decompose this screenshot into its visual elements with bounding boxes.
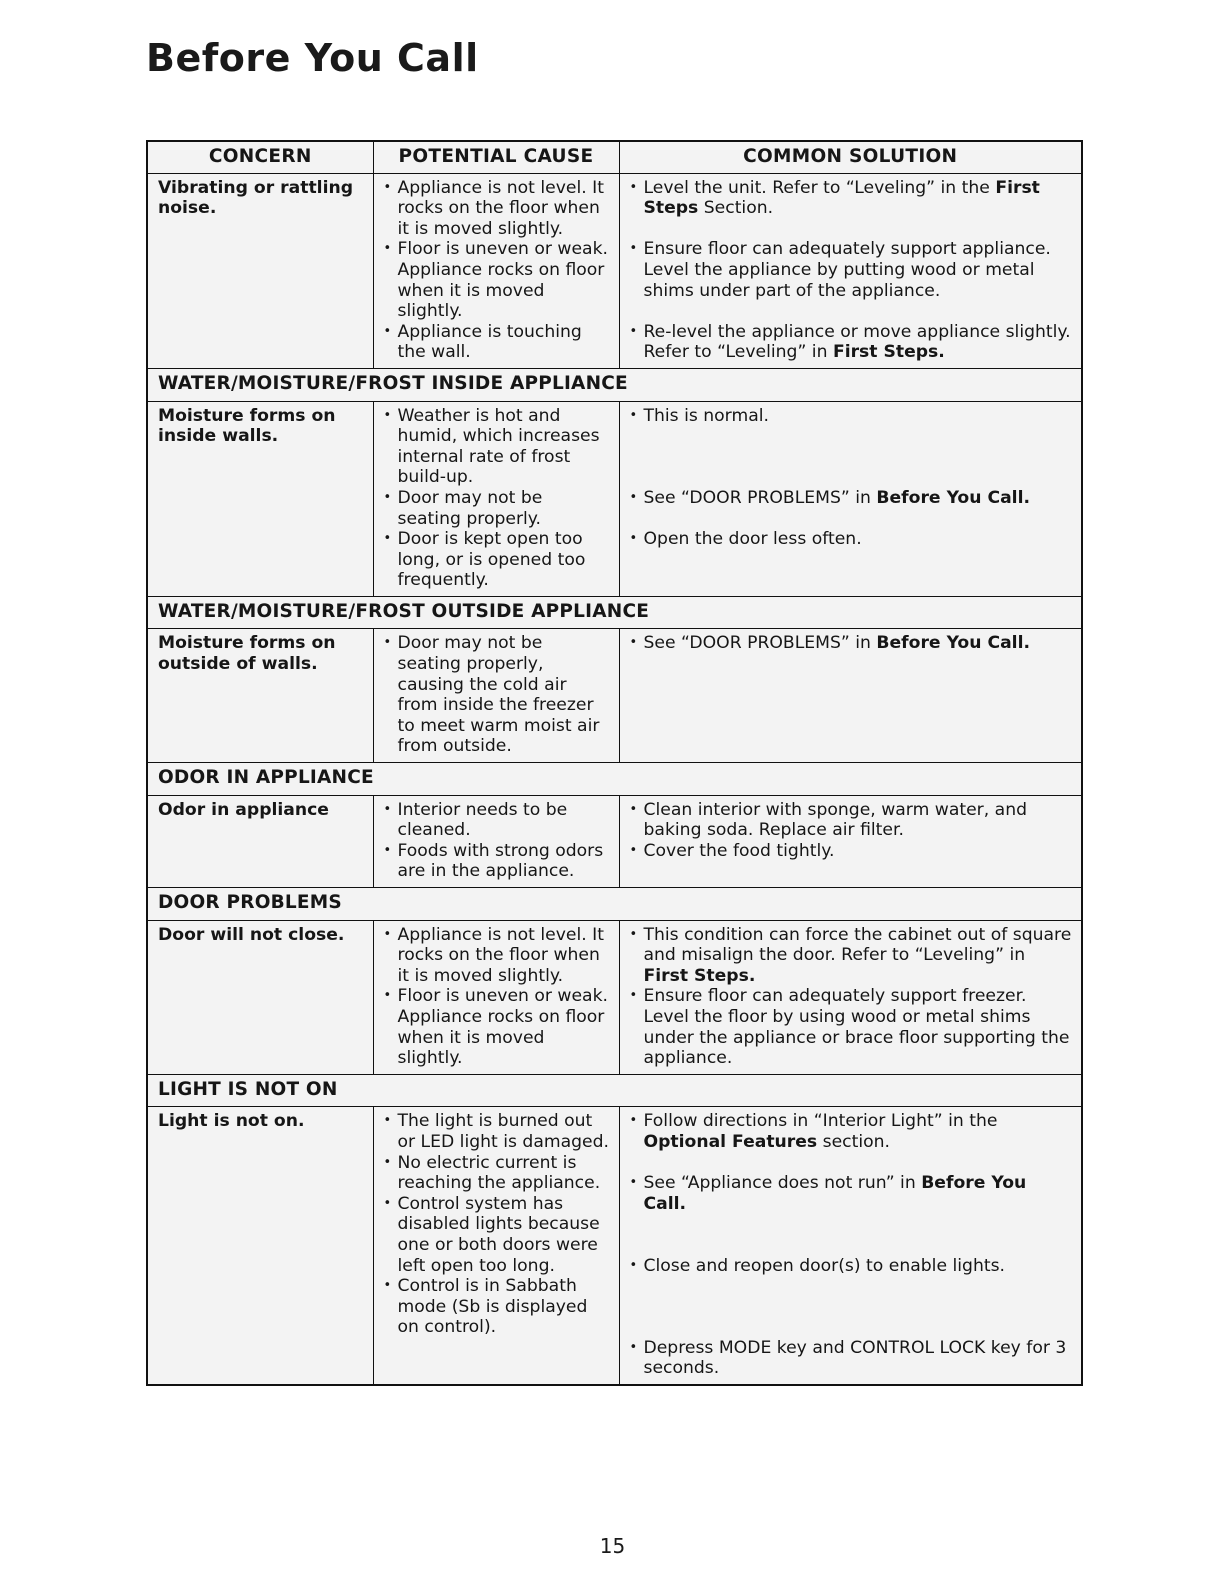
section-heading-outside: WATER/MOISTURE/FROST OUTSIDE APPLIANCE: [147, 596, 1082, 629]
list-item: • See “DOOR PROBLEMS” in Before You Call.: [630, 488, 1074, 509]
solution-cell: [619, 401, 1082, 596]
cause-cell: [373, 629, 619, 763]
section-heading-door: DOOR PROBLEMS: [147, 888, 1082, 921]
list-item: • The light is burned out or LED light is damaged.: [384, 1111, 611, 1152]
list-item: • Door may not be seating properly, causing the cold air from inside the freezer to meet warm moist air from outside.: [384, 633, 611, 757]
list-item: • Level the unit. Refer to “Leveling” in the First Steps Section.: [630, 178, 1074, 219]
section-heading-light: LIGHT IS NOT ON: [147, 1074, 1082, 1107]
list-item: • Ensure floor can adequately support appliance. Level the appliance by putting wood or metal shims under part of the appliance.: [630, 239, 1074, 301]
list-item: • Foods with strong odors are in the appliance.: [384, 841, 611, 882]
concern-cell: Moisture forms on inside walls.: [147, 401, 373, 596]
header-potential-cause: POTENTIAL CAUSE: [373, 141, 619, 173]
list-item: • See “DOOR PROBLEMS” in Before You Call.: [630, 633, 1074, 654]
list-item: • Control system has disabled lights because one or both doors were left open too long.: [384, 1194, 611, 1276]
list-item: • Appliance is not level. It rocks on the floor when it is moved slightly.: [384, 178, 611, 240]
solution-cell: [619, 629, 1082, 763]
section-row: [147, 1074, 1082, 1107]
table-row: [147, 401, 1082, 596]
page-number: 15: [599, 1534, 626, 1558]
cause-cell: [373, 920, 619, 1074]
table-row: [147, 795, 1082, 887]
cause-cell: [373, 1107, 619, 1385]
section-row: [147, 596, 1082, 629]
solution-list: [630, 178, 1074, 363]
solution-list: [630, 1111, 1074, 1379]
list-item: • Floor is uneven or weak. Appliance rocks on floor when it is moved slightly.: [384, 239, 611, 321]
cause-list: [384, 178, 611, 363]
list-item: • Door is kept open too long, or is opened too frequently.: [384, 529, 611, 591]
cause-list: [384, 406, 611, 591]
list-item: • Clean interior with sponge, warm water, and baking soda. Replace air filter.: [630, 800, 1074, 841]
table-row: [147, 173, 1082, 368]
section-row: [147, 763, 1082, 796]
table-row: [147, 1107, 1082, 1385]
table-row: [147, 920, 1082, 1074]
section-row: [147, 368, 1082, 401]
header-concern: CONCERN: [147, 141, 373, 173]
list-item: • Interior needs to be cleaned.: [384, 800, 611, 841]
list-item: • Close and reopen door(s) to enable lights.: [630, 1256, 1074, 1277]
list-item: • Ensure floor can adequately support freezer. Level the floor by using wood or metal shims under the appliance or brace floor supporting the appliance.: [630, 986, 1074, 1068]
list-item: • Depress MODE key and CONTROL LOCK key for 3 seconds.: [630, 1338, 1074, 1379]
concern-cell: Door will not close.: [147, 920, 373, 1074]
section-row: [147, 888, 1082, 921]
concern-cell: Moisture forms on outside of walls.: [147, 629, 373, 763]
page-title: Before You Call: [146, 36, 479, 80]
list-item: • See “Appliance does not run” in Before You Call.: [630, 1173, 1074, 1214]
cause-list: [384, 800, 611, 882]
list-item: • Appliance is touching the wall.: [384, 322, 611, 363]
list-item: • Open the door less often.: [630, 529, 1074, 550]
list-item: • Door may not be seating properly.: [384, 488, 611, 529]
solution-list: [630, 406, 1074, 550]
list-item: • Appliance is not level. It rocks on the floor when it is moved slightly.: [384, 925, 611, 987]
section-heading-odor: ODOR IN APPLIANCE: [147, 763, 1082, 796]
list-item: • This is normal.: [630, 406, 1074, 427]
concern-cell: Vibrating or rattling noise.: [147, 173, 373, 368]
cause-list: [384, 633, 611, 757]
list-item: • Re-level the appliance or move appliance slightly. Refer to “Leveling” in First Steps.: [630, 322, 1074, 363]
list-item: • No electric current is reaching the appliance.: [384, 1153, 611, 1194]
solution-list: [630, 925, 1074, 1069]
table-header-row: [147, 141, 1082, 173]
list-item: • This condition can force the cabinet out of square and misalign the door. Refer to “Leveling” in First Steps.: [630, 925, 1074, 987]
list-item: • Weather is hot and humid, which increases internal rate of frost build-up.: [384, 406, 611, 488]
solution-cell: [619, 1107, 1082, 1385]
cause-cell: [373, 401, 619, 596]
section-heading-inside: WATER/MOISTURE/FROST INSIDE APPLIANCE: [147, 368, 1082, 401]
list-item: • Follow directions in “Interior Light” in the Optional Features section.: [630, 1111, 1074, 1152]
concern-cell: Odor in appliance: [147, 795, 373, 887]
cause-list: [384, 925, 611, 1069]
list-item: • Control is in Sabbath mode (Sb is displayed on control).: [384, 1276, 611, 1338]
solution-cell: [619, 795, 1082, 887]
cause-cell: [373, 795, 619, 887]
cause-cell: [373, 173, 619, 368]
solution-cell: [619, 173, 1082, 368]
solution-list: [630, 633, 1074, 654]
list-item: • Floor is uneven or weak. Appliance rocks on floor when it is moved slightly.: [384, 986, 611, 1068]
list-item: • Cover the food tightly.: [630, 841, 1074, 862]
concern-cell: Light is not on.: [147, 1107, 373, 1385]
cause-list: [384, 1111, 611, 1338]
solution-cell: [619, 920, 1082, 1074]
table-row: [147, 629, 1082, 763]
troubleshooting-table: [146, 140, 1083, 1386]
solution-list: [630, 800, 1074, 862]
header-common-solution: COMMON SOLUTION: [619, 141, 1082, 173]
